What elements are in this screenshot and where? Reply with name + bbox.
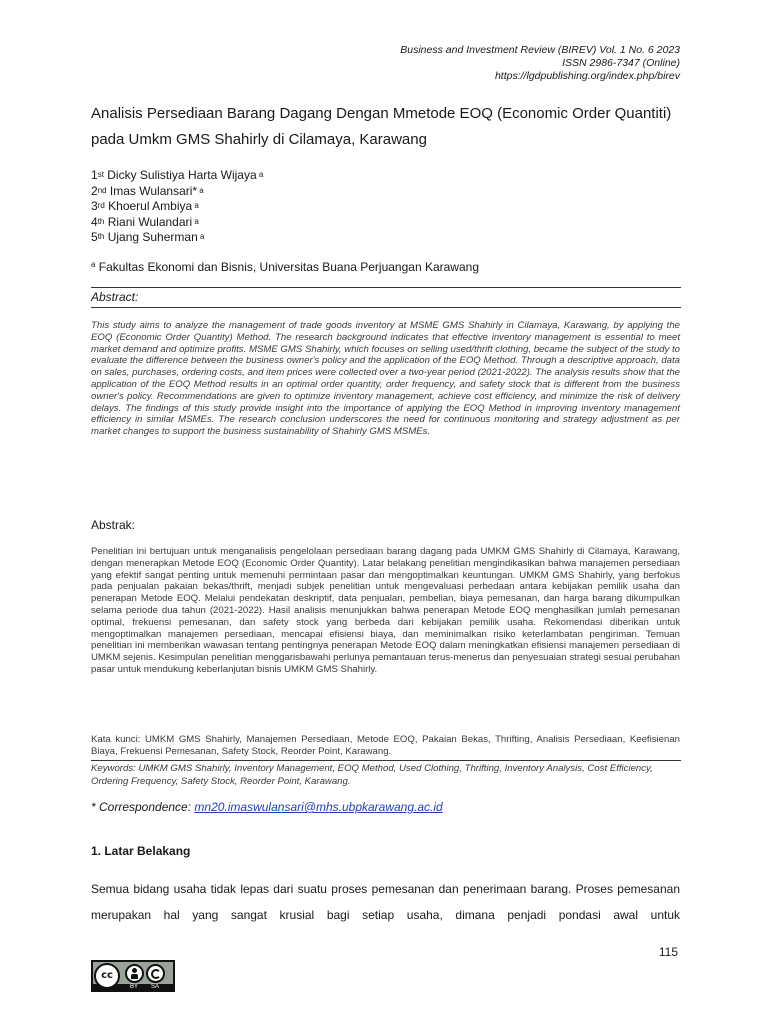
abstract-english: This study aims to analyze the management of trade goods inventory at MSME GMS Shahirly in Cilamaya, Karawang, by applying the EOQ (Economic Order Quantity) Method. The research background indicates that effective inventory management is essential to meet market demand and optimize profits. MSME GMS Shahirly, which focuses on selling used/thrift clothing, became the subject of the study to evaluate the difference between the business owner's policy and the application of the EOQ Method. Through a descriptive approach, data on sales, purchases, ordering costs, and item prices were collected over a two-year period (2021-2022). The analysis results show that the application of the EOQ Method results in an optimal order quantity, order frequency, and safety stock that is different from the business owner's policy. Recommendations are given to optimize inventory management, achieve cost efficiency, and minimize the risk of delivery delays. The findings of this study provide insight into the importance of applying the EOQ Method in improving inventory management efficiency in similar MSMEs. The research conclusion underscores the need for continuous monitoring and strategy adjustment as per market changes to support the business sustainability of Shahirly GMS MSMEs. [91, 320, 680, 438]
author-item: 5th Ujang Suherman $^a$ [91, 230, 205, 244]
by-person-icon [125, 964, 144, 983]
divider-top [91, 287, 681, 288]
page-number: 115 [658, 945, 678, 959]
journal-url[interactable]: https://lgdpublishing.org/index.php/birev [494, 70, 680, 82]
divider-keywords [91, 760, 681, 761]
share-alike-icon [146, 964, 165, 983]
affiliation: $^a$ Fakultas Ekonomi dan Bisnis, Universitas Buana Perjuangan Karawang [91, 260, 479, 274]
correspondence: * Correspondence: mn20.imaswulansari@mhs.ubpkarawang.ac.id [91, 800, 443, 814]
journal-citation: Business and Investment Review (BIREV) Vol. 1 No. 6 2023 [400, 44, 680, 56]
license-sa-label: SA [151, 984, 160, 990]
kata-kunci: Kata kunci: UMKM GMS Shahirly, Manajemen Persediaan, Metode EOQ, Pakaian Bekas, Thrifting, Analisis Persediaan, Keefisienan Biaya, Frekuensi Pemesanan, Safety Stock, Reorder Point, Karawang. [91, 734, 680, 757]
cc-icon: cc [94, 963, 120, 989]
journal-issn: ISSN 2986-7347 (Online) [562, 57, 680, 69]
author-item: 4th Riani Wulandari $^a$ [91, 214, 199, 229]
abstrak-indonesian: Penelitian ini bertujuan untuk menganalisis pengelolaan persediaan barang dagang pada UMKM GMS Shahirly di Cilamaya, Karawang, dengan menerapkan Metode EOQ (Economic Order Quantity). Latar belakang penelitian mengindikasikan bahwa manajemen persediaan yang efektif sangat penting untuk memenuhi permintaan pasar dan mengoptimalkan keuntungan. UMKM GMS Shahirly, yang berfokus pada penjualan pakaian bekas/thrift, menjadi subjek penelitian untuk mengevaluasi perbedaan antara kebijakan pemilik usaha dan penerapan Metode EOQ. Melalui pendekatan deskriptif, data penjualan, pembelian, biaya pemesanan, dan harga barang dikumpulkan selama periode dua tahun (2021-2022). Hasil analisis menunjukkan bahwa penerapan Metode EOQ menghasilkan jumlah pemesanan optimal, frekuensi pemesanan, dan safety stock yang berbeda dari kebijakan pemilik usaha. Rekomendasi diberikan untuk mengoptimalkan manajemen persediaan, mencapai efisiensi biaya, dan meminimalkan risiko keterlambatan pengiriman. Temuan penelitian ini memberikan wawasan tentang pentingnya penerapan Metode EOQ dalam meningkatkan efisiensi manajemen persediaan di UMKM sejenis. Kesimpulan penelitian menggarisbawahi perlunya pemantauan terus-menerus dan penyesuaian strategi sesuai perubahan pasar untuk mendukung keberlanjutan bisnis UMKM GMS Shahirly. [91, 546, 680, 675]
keywords-english: Keywords: UMKM GMS Shahirly, Inventory Management, EOQ Method, Used Clothing, Thrifting, Inventory Analysis, Cost Efficiency, Ordering Frequency, Safety Stock, Reorder Point, Karawang. [91, 763, 653, 787]
divider-abstract [91, 307, 681, 308]
cc-badge-labels [91, 984, 175, 992]
paper-title: Analisis Persediaan Barang Dagang Dengan Mmetode EOQ (Economic Order Quantiti) pada Umkm GMS Shahirly di Cilamaya, Karawang [91, 105, 672, 148]
body-paragraph: Semua bidang usaha tidak lepas dari suatu proses pemesanan dan penerimaan barang. Proses pemesanan merupakan hal yang sangat krusial bagi setiap usaha, dimana penjadi pondasi awal untuk [91, 882, 680, 922]
correspondence-email-link[interactable]: mn20.imaswulansari@mhs.ubpkarawang.ac.id [194, 800, 443, 814]
author-item: 2nd Imas Wulansari* $^a$ [91, 183, 204, 198]
abstrak-heading: Abstrak: [91, 518, 136, 532]
author-item: 3rd Khoerul Ambiya $^a$ [91, 199, 199, 213]
section-heading: 1. Latar Belakang [91, 844, 191, 858]
author-list [91, 168, 263, 246]
author-item: 1st Dicky Sulistiya Harta Wijaya $^a$ [91, 168, 264, 182]
cc-license-badge[interactable] [91, 960, 175, 992]
license-by-label: BY [130, 984, 139, 990]
abstract-heading: Abstract: [91, 290, 139, 304]
journal-header [400, 44, 680, 83]
